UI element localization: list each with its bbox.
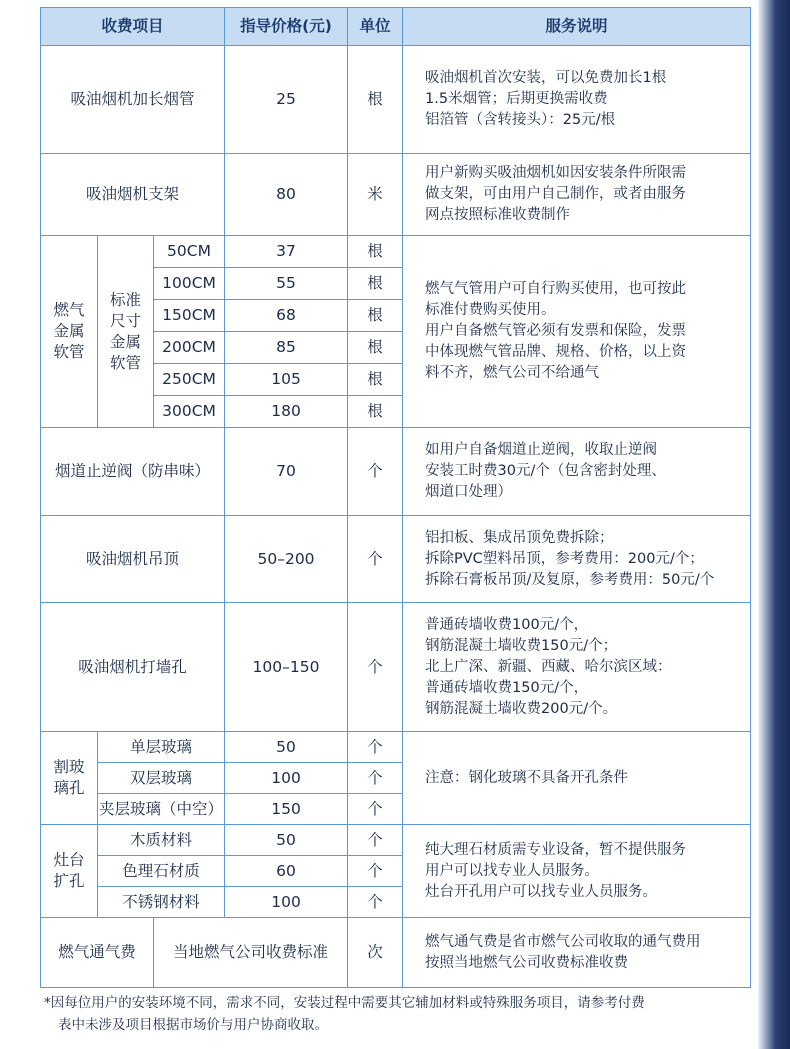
item-price: 100 xyxy=(225,763,348,794)
fee-table xyxy=(40,7,751,988)
item-desc xyxy=(403,732,751,825)
item-unit: 个 xyxy=(348,825,403,856)
item-unit: 根 xyxy=(348,236,403,268)
item-unit: 次 xyxy=(348,918,403,988)
hose-size: 100CM xyxy=(154,268,225,300)
table-row xyxy=(41,46,751,154)
item-unit: 个 xyxy=(348,516,403,603)
desc-line: 燃气气管用户可自行购买使用，也可按此 xyxy=(425,281,687,297)
item-unit: 个 xyxy=(348,794,403,825)
desc-line: 燃气通气费是省市燃气公司收取的通气费用 xyxy=(425,933,701,950)
item-price: 85 xyxy=(225,332,348,364)
hose-size: 150CM xyxy=(154,300,225,332)
desc-line: 如用户自备烟道止逆阀，收取止逆阀 xyxy=(425,442,658,458)
item-desc xyxy=(403,428,751,516)
sub-item-name: 单层玻璃 xyxy=(98,732,225,763)
right-edge-band xyxy=(758,0,790,1049)
item-price: 150 xyxy=(225,794,348,825)
desc-line: 做支架，可由用户自己制作，或者由服务 xyxy=(425,186,687,202)
item-price: 80 xyxy=(225,154,348,236)
item-price: 180 xyxy=(225,396,348,428)
header-item: 收费项目 xyxy=(41,8,225,46)
desc-line: 烟道口处理） xyxy=(425,484,513,500)
desc-line: 纯大理石材质需专业设备，暂不提供服务 xyxy=(425,841,687,858)
item-price: 105 xyxy=(225,364,348,396)
desc-line: 铝箔管（含转接头）：25元/根 xyxy=(425,112,616,128)
table-row xyxy=(41,236,751,268)
item-price: 100–150 xyxy=(225,603,348,732)
desc-line: 注意：钢化玻璃不具备开孔条件 xyxy=(425,769,629,786)
item-desc xyxy=(403,825,751,918)
item-unit: 个 xyxy=(348,887,403,918)
desc-line: 吸油烟机首次安装，可以免费加长1根 xyxy=(425,70,667,86)
desc-line: 钢筋混凝土墙收费200元/个。 xyxy=(425,700,618,717)
footnote xyxy=(44,992,744,1036)
item-name: 燃气通气费 xyxy=(41,918,154,988)
item-name: 吸油烟机加长烟管 xyxy=(41,46,225,154)
header-price: 指导价格(元) xyxy=(225,8,348,46)
sub-item-name: 木质材料 xyxy=(98,825,225,856)
desc-line: 安装工时费30元/个（包含密封处理、 xyxy=(425,463,666,479)
desc-line: 拆除PVC塑料吊顶，参考费用：200元/个； xyxy=(425,550,704,567)
item-desc xyxy=(403,516,751,603)
fee-table-container xyxy=(40,7,750,988)
desc-line: 钢筋混凝土墙收费150元/个； xyxy=(425,637,618,654)
item-unit: 个 xyxy=(348,428,403,516)
item-price: 60 xyxy=(225,856,348,887)
desc-line: 铝扣板、集成吊顶免费拆除； xyxy=(425,529,614,546)
item-price: 25 xyxy=(225,46,348,154)
item-unit: 根 xyxy=(348,396,403,428)
item-price: 当地燃气公司收费标准 xyxy=(154,918,348,988)
header-desc: 服务说明 xyxy=(403,8,751,46)
desc-line: 网点按照标准收费制作 xyxy=(425,207,571,223)
desc-line: 用户可以找专业人员服务。 xyxy=(425,862,600,879)
item-desc xyxy=(403,918,751,988)
item-unit: 个 xyxy=(348,763,403,794)
item-unit: 根 xyxy=(348,332,403,364)
desc-line: 中体现燃气管品牌、规格、价格，以上资 xyxy=(425,344,687,360)
item-name: 吸油烟机吊顶 xyxy=(41,516,225,603)
item-name: 吸油烟机支架 xyxy=(41,154,225,236)
item-unit: 米 xyxy=(348,154,403,236)
group-label-glass: 割玻 璃孔 xyxy=(41,732,98,825)
item-unit: 根 xyxy=(348,268,403,300)
group-label-stove: 灶台 扩孔 xyxy=(41,825,98,918)
item-price: 50 xyxy=(225,732,348,763)
item-unit: 个 xyxy=(348,856,403,887)
subgroup-label-hose: 标准 尺寸 金属 软管 xyxy=(98,236,154,428)
item-unit: 个 xyxy=(348,603,403,732)
desc-line: 料不齐，燃气公司不给通气 xyxy=(425,365,600,381)
desc-line: 按照当地燃气公司收费标准收费 xyxy=(425,954,629,971)
item-price: 68 xyxy=(225,300,348,332)
desc-line: 拆除石膏板吊顶/及复原，参考费用：50元/个 xyxy=(425,571,715,588)
table-row xyxy=(41,603,751,732)
item-name: 吸油烟机打墙孔 xyxy=(41,603,225,732)
desc-line: 普通砖墙收费100元/个， xyxy=(425,616,589,633)
sub-item-name: 夹层玻璃（中空） xyxy=(98,794,225,825)
item-price: 50–200 xyxy=(225,516,348,603)
item-desc xyxy=(403,154,751,236)
item-unit: 根 xyxy=(348,364,403,396)
group-label-hose: 燃气 金属 软管 xyxy=(41,236,98,428)
desc-line: 普通砖墙收费150元/个， xyxy=(425,679,589,696)
item-name: 烟道止逆阀（防串味） xyxy=(41,428,225,516)
sub-item-name: 色理石材质 xyxy=(98,856,225,887)
table-row xyxy=(41,732,751,763)
item-unit: 根 xyxy=(348,46,403,154)
table-row xyxy=(41,428,751,516)
item-price: 55 xyxy=(225,268,348,300)
desc-line: 标准付费购买使用。 xyxy=(425,302,556,318)
table-row xyxy=(41,516,751,603)
table-row xyxy=(41,154,751,236)
item-desc xyxy=(403,46,751,154)
item-desc xyxy=(403,236,751,428)
item-price: 100 xyxy=(225,887,348,918)
item-price: 70 xyxy=(225,428,348,516)
item-unit: 根 xyxy=(348,300,403,332)
desc-line: 用户自备燃气管必须有发票和保险，发票 xyxy=(425,323,687,339)
item-price: 37 xyxy=(225,236,348,268)
header-unit: 单位 xyxy=(348,8,403,46)
hose-size: 250CM xyxy=(154,364,225,396)
desc-line: 1.5米烟管；后期更换需收费 xyxy=(425,91,608,107)
item-unit: 个 xyxy=(348,732,403,763)
sub-item-name: 双层玻璃 xyxy=(98,763,225,794)
item-price: 50 xyxy=(225,825,348,856)
desc-line: 北上广深、新疆、西藏、哈尔滨区域： xyxy=(425,658,672,675)
header-row xyxy=(41,8,751,46)
table-row xyxy=(41,825,751,856)
hose-size: 200CM xyxy=(154,332,225,364)
desc-line: 灶台开孔用户可以找专业人员服务。 xyxy=(425,883,658,900)
desc-line: 用户新购买吸油烟机如因安装条件所限需 xyxy=(425,165,687,181)
sub-item-name: 不锈钢材料 xyxy=(98,887,225,918)
hose-size: 300CM xyxy=(154,396,225,428)
footnote-line: 表中未涉及项目根据市场价与用户协商收取。 xyxy=(58,1017,328,1033)
table-row xyxy=(41,918,751,988)
footnote-line: *因每位用户的安装环境不同，需求不同，安装过程中需要其它辅加材料或特殊服务项目，请参考付费 xyxy=(44,995,645,1011)
item-desc xyxy=(403,603,751,732)
hose-size: 50CM xyxy=(154,236,225,268)
